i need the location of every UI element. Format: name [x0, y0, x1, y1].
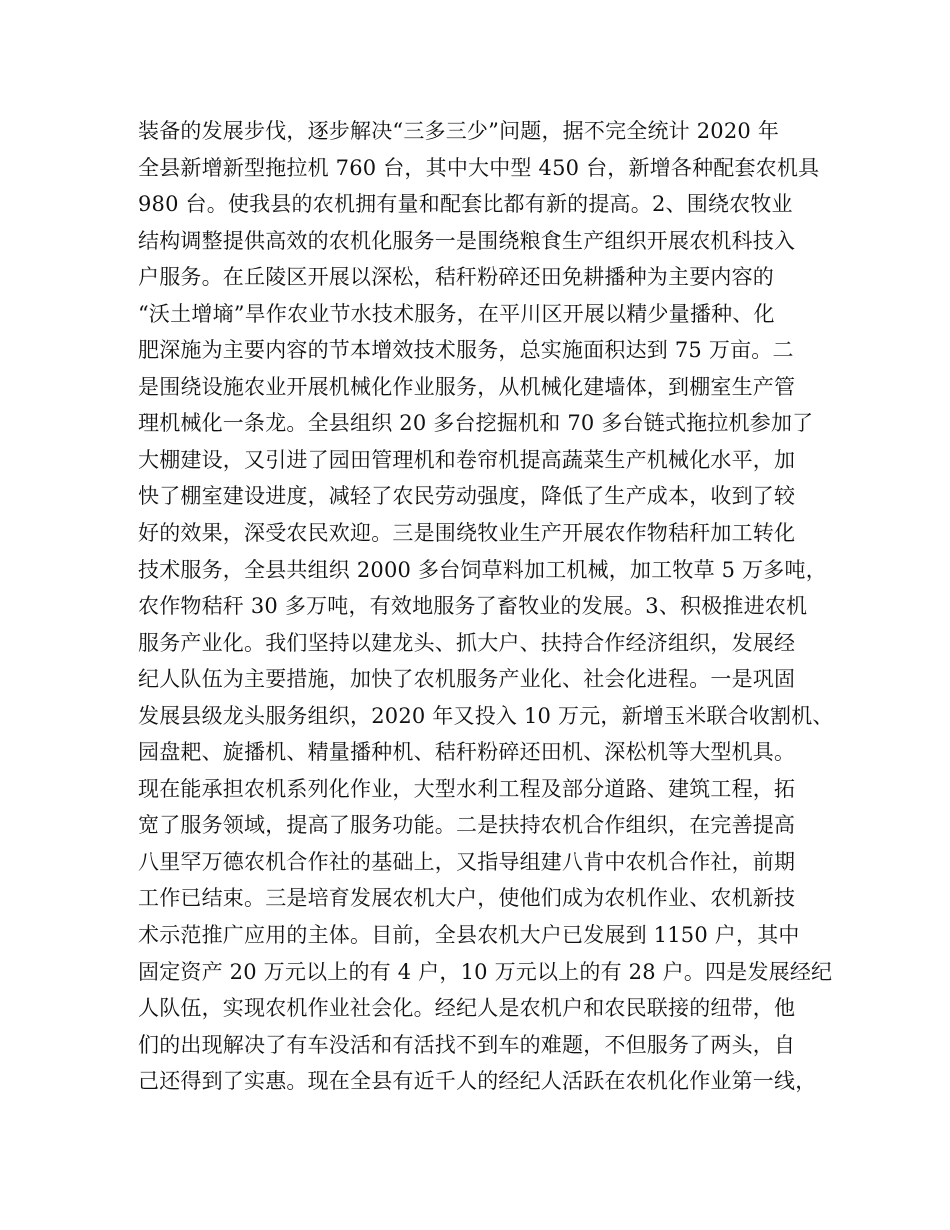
text-line: 工作已结束。三是培育发展农机大户，使他们成为农机作业、农机新技 [138, 886, 796, 911]
text-line: 发展县级龙头服务组织，2020 年又投入 10 万元，新增玉米联合收割机、 [138, 703, 834, 728]
text-line: 现在能承担农机系列化作业，大型水利工程及部分道路、建筑工程，拓 [138, 776, 796, 801]
text-line: 大棚建设，又引进了园田管理机和卷帘机提高蔬菜生产机械化水平，加 [138, 447, 796, 472]
text-line: 服务产业化。我们坚持以建龙头、抓大户、扶持合作经济组织，发展经 [138, 630, 796, 655]
text-line: 肥深施为主要内容的节本增效技术服务，总实施面积达到 75 万亩。二 [138, 338, 794, 363]
text-line: 快了棚室建设进度，减轻了农民劳动强度，降低了生产成本，收到了较 [138, 484, 796, 509]
text-line: 人队伍，实现农机作业社会化。经纪人是农机户和农民联接的纽带，他 [138, 996, 796, 1021]
text-line: 户服务。在丘陵区开展以深松，秸秆粉碎还田免耕播种为主要内容的 [138, 265, 774, 290]
text-line: 己还得到了实惠。现在全县有近千人的经纪人活跃在农机化作业第一线， [138, 1069, 817, 1094]
body-text [138, 113, 834, 1100]
text-line: 全县新增新型拖拉机 760 台，其中大中型 450 台，新增各种配套农机具 [138, 155, 820, 180]
text-line: 980 台。使我县的农机拥有量和配套比都有新的提高。2、围绕农牧业 [138, 192, 793, 217]
text-line: 理机械化一条龙。全县组织 20 多台挖掘机和 70 多台链式拖拉机参加了 [138, 411, 814, 436]
text-line: 园盘耙、旋播机、精量播种机、秸秆粉碎还田机、深松机等大型机具。 [138, 740, 796, 765]
text-line: 农作物秸秆 30 多万吨，有效地服务了畜牧业的发展。3、积极推进农机 [138, 594, 808, 619]
text-line: 宽了服务领域，提高了服务功能。二是扶持农机合作组织，在完善提高 [138, 813, 796, 838]
text-line: 是围绕设施农业开展机械化作业服务，从机械化建墙体，到棚室生产管 [138, 374, 796, 399]
text-line: 结构调整提供高效的农机化服务一是围绕粮食生产组织开展农机科技入 [138, 228, 796, 253]
text-line: 纪人队伍为主要措施，加快了农机服务产业化、社会化进程。一是巩固 [138, 667, 796, 692]
text-line: 八里罕万德农机合作社的基础上，又指导组建八肯中农机合作社，前期 [138, 849, 796, 874]
text-line: 技术服务，全县共组织 2000 多台饲草料加工机械，加工牧草 5 万多吨， [138, 557, 827, 582]
text-line: 们的出现解决了有车没活和有活找不到车的难题，不但服务了两头，自 [138, 1032, 796, 1057]
text-line: 术示范推广应用的主体。目前，全县农机大户已发展到 1150 户，其中 [138, 923, 800, 948]
text-line: 好的效果，深受农民欢迎。三是围绕牧业生产开展农作物秸秆加工转化 [138, 521, 796, 546]
text-line: 装备的发展步伐，逐步解决“三多三少”问题，据不完全统计 2020 年 [138, 119, 780, 143]
text-line: “沃土增墒”旱作农业节水技术服务，在平川区开展以精少量播种、化 [138, 301, 775, 326]
text-line: 固定资产 20 万元以上的有 4 户，10 万元以上的有 28 户。四是发展经纪 [138, 959, 833, 984]
